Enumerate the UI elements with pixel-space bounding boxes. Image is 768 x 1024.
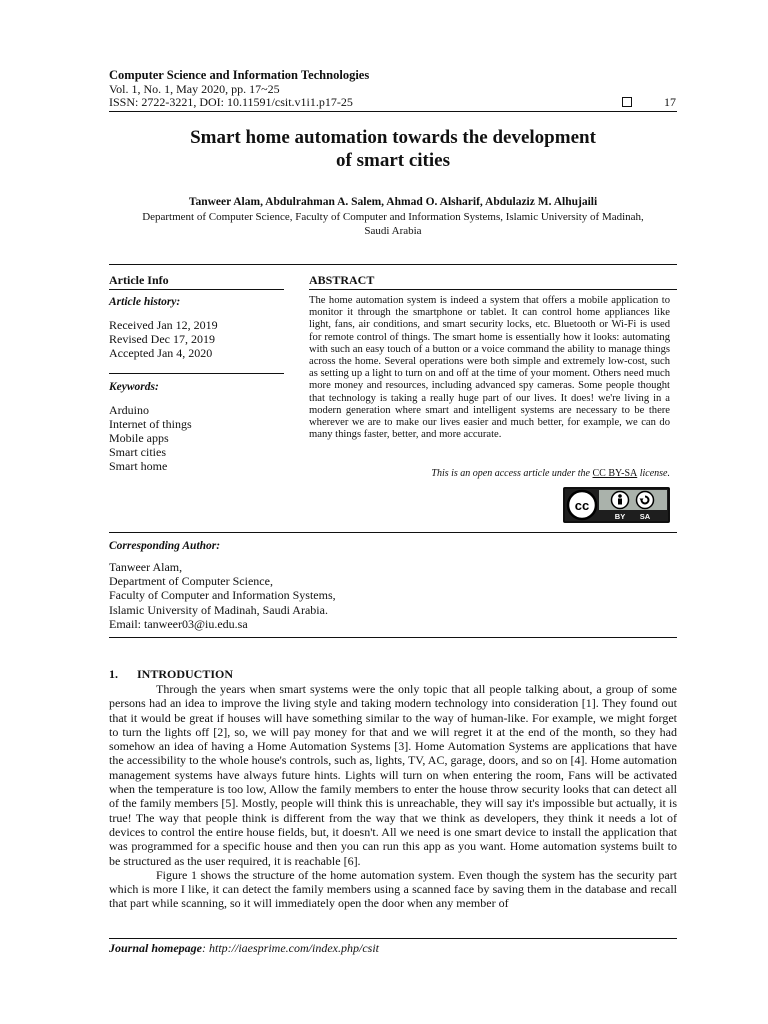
- page-number: 17: [664, 95, 676, 109]
- corresponding-bottom-rule: [109, 637, 677, 638]
- keyword-item: Smart home: [109, 459, 168, 473]
- corresponding-email: Email: tanweer03@iu.edu.sa: [109, 616, 248, 631]
- journal-name: Computer Science and Information Technologies: [109, 68, 370, 82]
- corresponding-name: Tanweer Alam,: [109, 560, 183, 574]
- info-top-rule: [109, 264, 677, 265]
- section-number: 1.: [109, 667, 118, 681]
- paragraph: Figure 1 shows the structure of the home automation system. Even though the system has the security part which is more I like, it can detect the family members using a scanned face by saving them in the database and recall that part while scanning, so it will immediately open the door when any member of: [109, 867, 677, 911]
- title-line-2: of smart cities: [336, 150, 450, 171]
- abstract-text: The home automation system is indeed a system that offers a mobile application to monitor it through the smartphone or tablet. It can control home appliances like light, fans, air conditions, and smart security locks, etc. Bluetooth or Wi-Fi is used for remote control of things. The smart home is essentially how it looks: automating with such an easy touch of a button or a voice command the ability to manage things across the home. Several operations were both simple and extremely low-cost, such as setting up a light to turn on and off at the time of your moment. Others need much more money and resources, including advanced spy cameras. Some people thought that technology is taking a really huge part of our lives. It does! we're living in a modern generation where smart and intelligent systems are necessary to be there wherever we are to make our lives easier and much better, for example, we can do many things faster, better, and more accurate.: [309, 295, 670, 441]
- keyword-item: Arduino: [109, 403, 149, 417]
- corresponding-details: [109, 560, 336, 631]
- affiliation-line-1: Department of Computer Science, Faculty of Computer and Information Systems, Islamic University of Madinah,: [142, 211, 644, 223]
- keywords-rule: [109, 373, 284, 374]
- cc-by-sa-badge[interactable]: [563, 487, 670, 523]
- license-line: [309, 468, 670, 479]
- affiliation: [109, 210, 677, 238]
- keyword-item: Internet of things: [109, 417, 192, 431]
- corresponding-heading: Corresponding Author:: [109, 540, 221, 552]
- paragraph: Through the years when smart systems were the only topic that all people talking about, a group of some persons had an idea to improve the living style and taking modern technology into consideration [1]. They found out that it would be great if houses will have something similar to the way of human-like. For example, we might forget to turn the lights off [2], so, we will pay money for that and we will regret it at the end of the month, so they had somehow an idea of having a Home Automation Systems [3]. Home Automation Systems are applications that have the accessibility to the whole house's controls, such as, lights, TV, AC, garage, doors, and so on [4]. Home automation management systems have always future hints. Lights will turn on when entering the room, Fans will be activated when the temperature is too low, Allow the family members to enter the house throw security looks that can detect all of the family members [5]. Mostly, people will think this is unreachable, they will say it's impossible but actually, it is true! The way that people think is different from the way that we think as developers, they think it needs a lot of devices to control the entire house fields, but, it doesn't. All we need is one smart device to install the application that was programmed for a specific house and then you can run this app as you want. Home automation systems built to be structured as the user required, it is reachable [6].: [109, 682, 677, 868]
- corresponding-dept: Department of Computer Science,: [109, 574, 273, 589]
- license-suffix: license.: [637, 468, 670, 479]
- homepage-url[interactable]: : http://iaesprime.com/index.php/csit: [202, 941, 379, 955]
- badge-by-label: BY: [614, 512, 626, 521]
- title-line-1: Smart home automation towards the development: [190, 127, 596, 148]
- article-info-rule: [109, 289, 284, 290]
- header-rule: [109, 111, 677, 112]
- keywords-heading: Keywords:: [109, 381, 159, 393]
- abstract-rule: [309, 289, 677, 290]
- keywords-list: [109, 403, 192, 473]
- badge-sa-label: SA: [639, 512, 651, 521]
- received-date: Received Jan 12, 2019: [109, 318, 218, 332]
- keyword-item: Mobile apps: [109, 431, 169, 445]
- revised-date: Revised Dec 17, 2019: [109, 332, 215, 346]
- issn-doi-line: ISSN: 2722-3221, DOI: 10.11591/csit.v1i1.p17-25: [109, 95, 353, 109]
- corresponding-top-rule: [109, 532, 677, 533]
- article-history: [109, 318, 218, 360]
- section-title: INTRODUCTION: [137, 667, 234, 681]
- cc-logo-icon: [563, 487, 670, 523]
- abstract-heading: ABSTRACT: [309, 273, 375, 287]
- accepted-date: Accepted Jan 4, 2020: [109, 346, 213, 360]
- paper-title: [109, 126, 677, 172]
- license-link[interactable]: CC BY-SA: [592, 468, 638, 479]
- introduction-heading: [109, 667, 233, 682]
- corresponding-university: Islamic University of Madinah, Saudi Arabia.: [109, 602, 328, 617]
- affiliation-line-2: Saudi Arabia: [364, 225, 422, 237]
- article-info-heading: Article Info: [109, 273, 169, 287]
- svg-text:cc: cc: [574, 498, 590, 513]
- introduction-body: [109, 682, 677, 911]
- corresponding-faculty: Faculty of Computer and Information Systems,: [109, 588, 336, 603]
- footer-rule: [109, 938, 677, 939]
- square-bullet-icon: [622, 97, 632, 107]
- license-prefix: This is an open access article under the: [431, 468, 593, 479]
- journal-homepage: [109, 941, 379, 956]
- article-history-heading: Article history:: [109, 296, 181, 308]
- keyword-item: Smart cities: [109, 445, 166, 459]
- homepage-label: Journal homepage: [109, 941, 203, 955]
- volume-line: Vol. 1, No. 1, May 2020, pp. 17~25: [109, 82, 280, 96]
- authors: Tanweer Alam, Abdulrahman A. Salem, Ahmad O. Alsharif, Abdulaziz M. Alhujaili: [188, 196, 598, 208]
